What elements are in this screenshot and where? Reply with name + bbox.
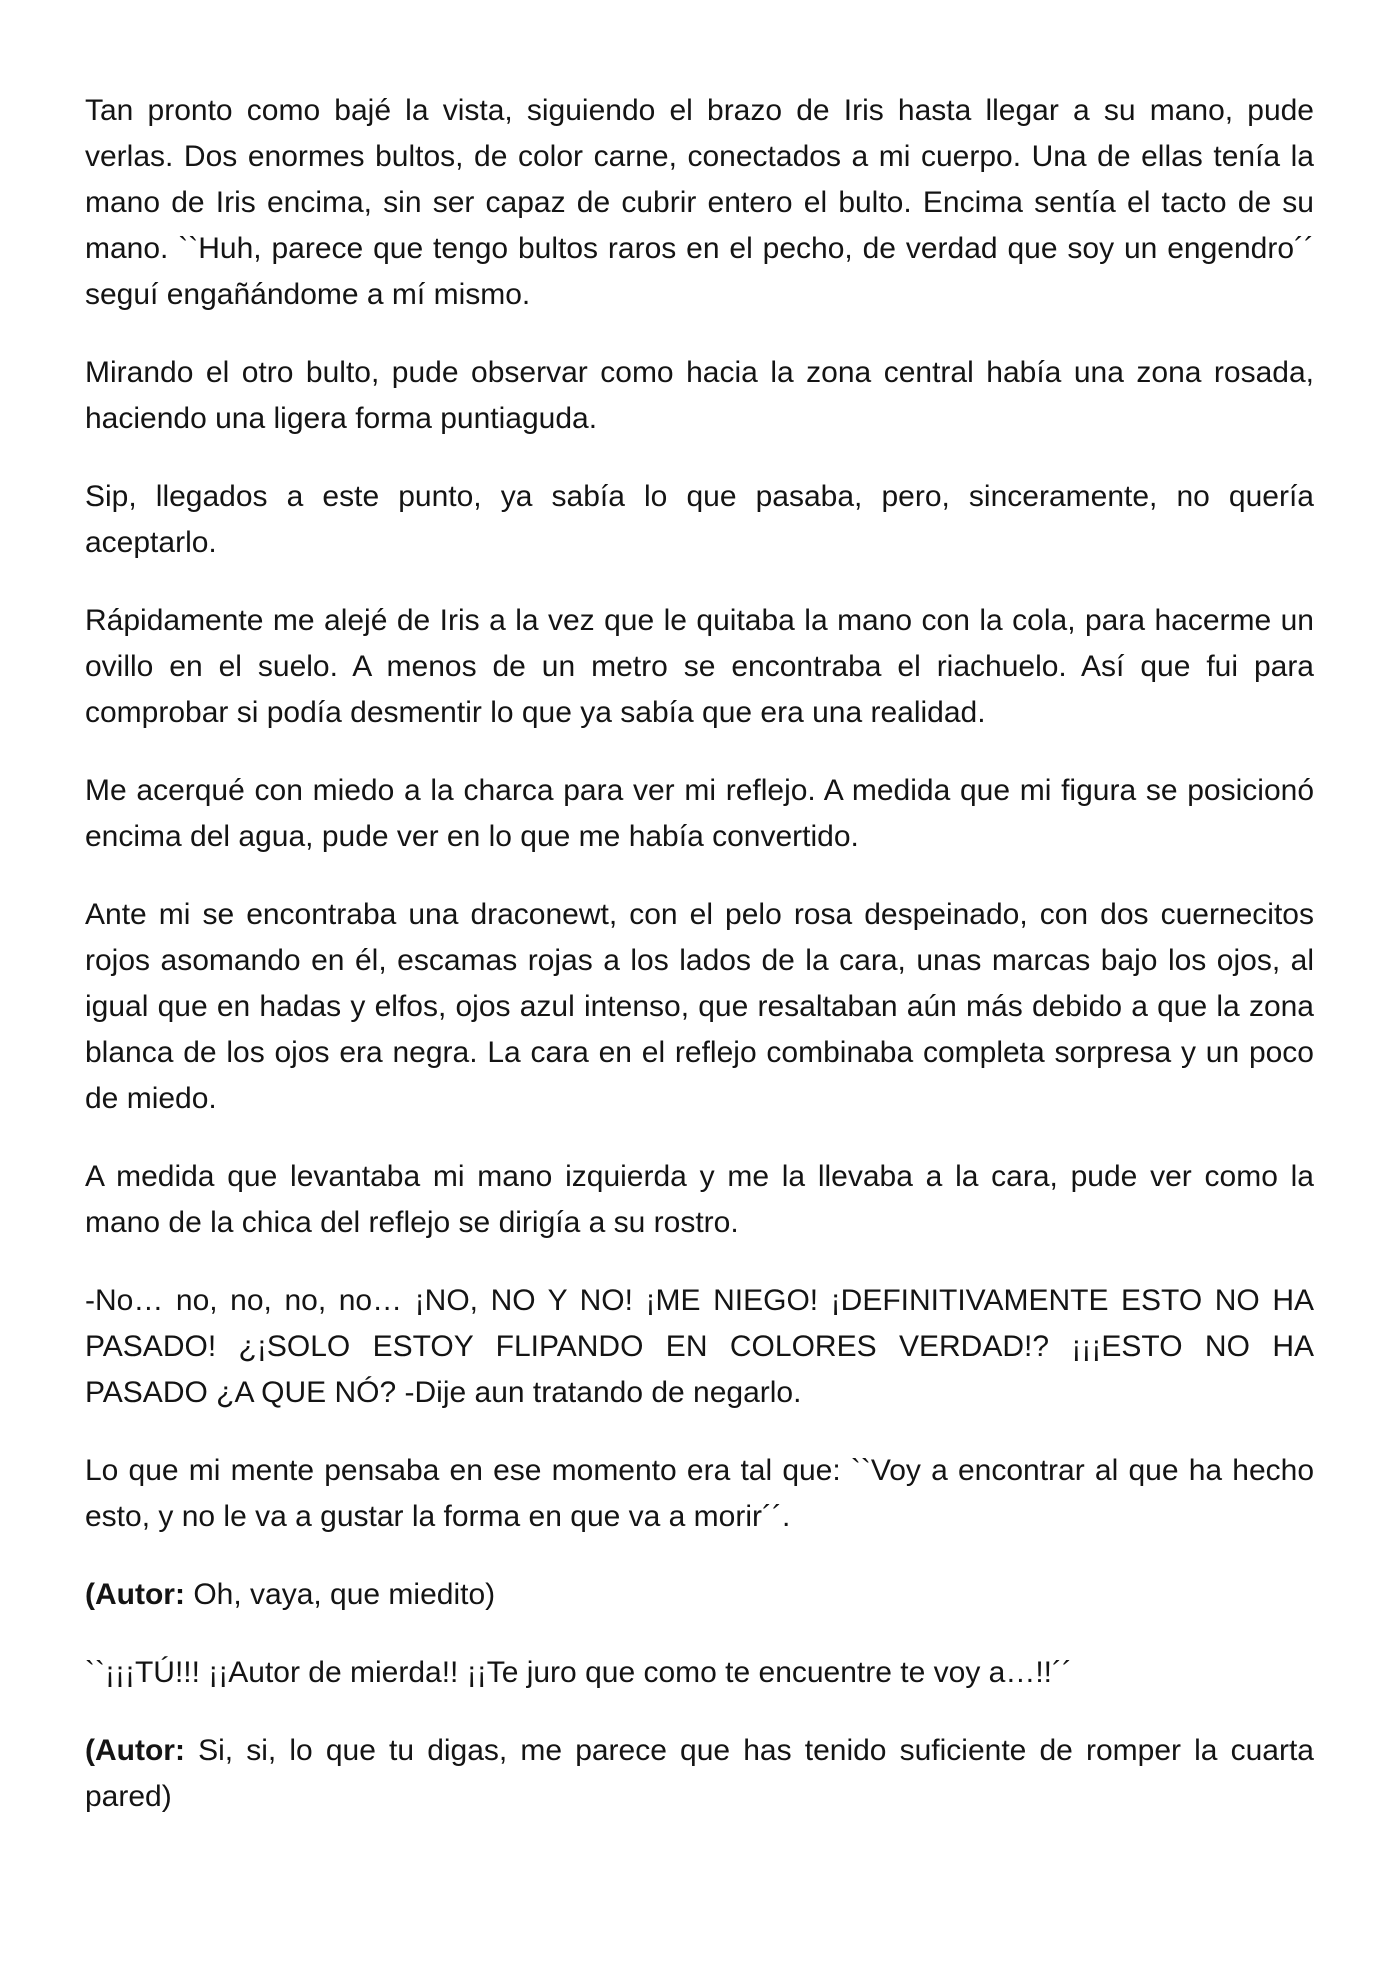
author-note-1 bbox=[85, 1572, 1314, 1618]
paragraph-5: Me acerqué con miedo a la charca para ver mi reflejo. A medida que mi figura se posicionó encima del agua, pude ver en lo que me había convertido. bbox=[85, 774, 1314, 853]
paragraph-1: Tan pronto como bajé la vista, siguiendo el brazo de Iris hasta llegar a su mano, pude verlas. Dos enormes bultos, de color carne, conectados a mi cuerpo. Una de ellas tenía la mano de Iris encima, sin ser capaz de cubrir entero el bulto. Encima sentía el tacto de su mano. ``Huh, parece que tengo bultos raros en el pecho, de verdad que soy un engendro´´ seguí engañándome a mí mismo. bbox=[85, 94, 1314, 311]
paragraph-3: Sip, llegados a este punto, ya sabía lo que pasaba, pero, sinceramente, no quería aceptarlo. bbox=[85, 480, 1314, 559]
shout-paragraph: ``¡¡¡TÚ!!! ¡¡Autor de mierda!! ¡¡Te juro que como te encuentre te voy a…!!´´ bbox=[85, 1656, 1072, 1689]
paragraph-2: Mirando el otro bulto, pude observar como hacia la zona central había una zona rosada, haciendo una ligera forma puntiaguda. bbox=[85, 356, 1314, 435]
author-note-1-text: Oh, vaya, que miedito) bbox=[184, 1578, 496, 1611]
author-note-2-text: Si, si, lo que tu digas, me parece que has tenido suficiente de romper la cuarta pared) bbox=[85, 1734, 1314, 1813]
author-note-2-open: ( bbox=[85, 1734, 95, 1767]
paragraph-7: A medida que levantaba mi mano izquierda y me la llevaba a la cara, pude ver como la mano de la chica del reflejo se dirigía a su rostro. bbox=[85, 1160, 1314, 1239]
paragraph-9: Lo que mi mente pensaba en ese momento era tal que: ``Voy a encontrar al que ha hecho esto, y no le va a gustar la forma en que va a morir´´. bbox=[85, 1454, 1314, 1533]
author-note-1-open: ( bbox=[85, 1578, 95, 1611]
paragraph-4: Rápidamente me alejé de Iris a la vez que le quitaba la mano con la cola, para hacerme un ovillo en el suelo. A menos de un metro se encontraba el riachuelo. Así que fui para comprobar si podía desmentir lo que ya sabía que era una realidad. bbox=[85, 604, 1314, 729]
author-note-1-speaker: Autor: bbox=[95, 1578, 185, 1611]
paragraph-8: -No… no, no, no, no… ¡NO, NO Y NO! ¡ME NIEGO! ¡DEFINITIVAMENTE ESTO NO HA PASADO! ¿¡SOLO ESTOY FLIPANDO EN COLORES VERDAD!? ¡¡¡ESTO NO HA PASADO ¿A QUE NÓ? -Dije aun tratando de negarlo. bbox=[85, 1284, 1314, 1409]
author-note-2 bbox=[85, 1728, 1314, 1820]
author-note-2-speaker: Autor: bbox=[95, 1734, 185, 1767]
paragraph-6: Ante mi se encontraba una draconewt, con el pelo rosa despeinado, con dos cuernecitos rojos asomando en él, escamas rojas a los lados de la cara, unas marcas bajo los ojos, al igual que en hadas y elfos, ojos azul intenso, que resaltaban aún más debido a que la zona blanca de los ojos era negra. La cara en el reflejo combinaba completa sorpresa y un poco de miedo. bbox=[85, 898, 1314, 1115]
